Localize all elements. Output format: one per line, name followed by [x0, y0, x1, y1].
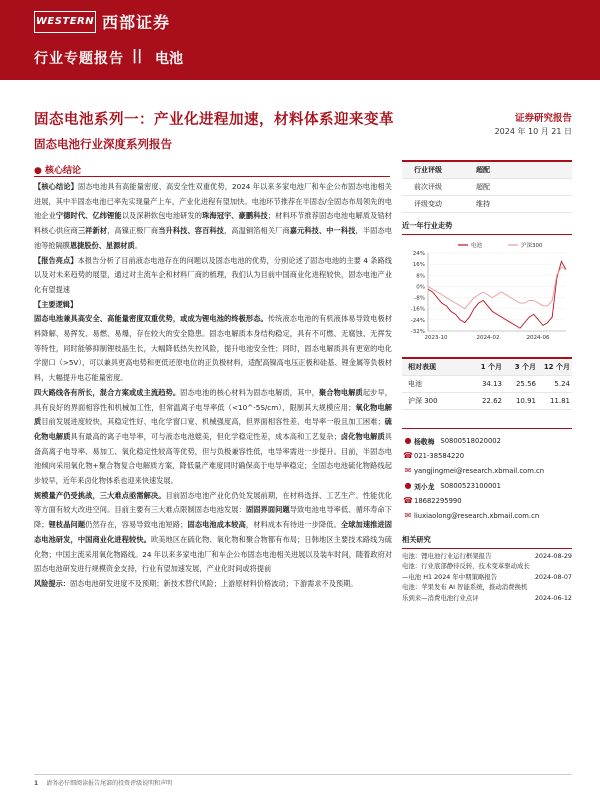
- x-tick-label: 2024-02: [476, 335, 500, 341]
- y-tick-label: -8%: [414, 295, 425, 302]
- stock: 三祥新材: [77, 226, 108, 236]
- related-item[interactable]: [402, 551, 572, 561]
- related-date: 2024-06-12: [534, 593, 572, 602]
- cell: 前次评级: [414, 183, 442, 191]
- cell: 25.56: [515, 380, 536, 388]
- rating-table: [402, 160, 572, 213]
- paragraph-logic-3: [34, 489, 392, 577]
- related-item[interactable]: [402, 561, 572, 571]
- x-tick-label: 2024-06: [526, 335, 550, 341]
- industry-label: 电池: [155, 51, 183, 67]
- cell: 12 个月: [543, 363, 570, 371]
- related-item[interactable]: [402, 593, 572, 603]
- text: ；材料环节推荐固态电池电解质及锆材料核心供应商: [34, 211, 392, 236]
- text: ，高镍正极厂商: [107, 226, 159, 236]
- analyst-email[interactable]: liuxiaolong@research.xbmail.com.cn: [414, 511, 540, 520]
- returns-header-row: [402, 359, 572, 376]
- brand-logo: [34, 10, 170, 33]
- y-tick-label: -16%: [410, 306, 425, 313]
- related-text: 电池：行业底部静待反转，技术变革驱动成长: [402, 562, 530, 571]
- text: ，高温铜箔相关厂商: [224, 226, 290, 236]
- legend-label: 电池: [471, 243, 483, 249]
- lead: 全球加速推进固态电池研发，中国商业化进程较快。: [34, 520, 392, 544]
- label-main-logic: 【主要逻辑】: [34, 299, 78, 309]
- related-text: 电池：锂电池行业运行框架报告: [402, 552, 492, 560]
- cell: 22.62: [481, 397, 502, 405]
- analyst-cert: S0800523100001: [440, 481, 501, 490]
- related-text: —电池 H1 2024 年中期策略报告: [402, 572, 498, 581]
- related-date: 2024-08-29: [534, 552, 572, 560]
- analyst-line: [402, 433, 572, 448]
- paragraph-highlights: [34, 254, 392, 298]
- text: 起步早，具有良好的界面相容性和机械加工性，但常温离子电导率低（<10^-5S/cm），限制其大规模应用；: [34, 387, 392, 412]
- series-line-hs300: [428, 267, 566, 309]
- term: 固固界面问题: [245, 505, 290, 515]
- stock: 珠海冠宇、豪鹏科技: [202, 211, 268, 221]
- rating-header-row: [402, 162, 572, 179]
- analyst-name: 刘小龙: [414, 482, 435, 491]
- term: 固态电池成本较高: [187, 520, 246, 530]
- y-tick-label: 16%: [412, 262, 425, 269]
- cell: 10.91: [515, 397, 536, 405]
- related-title: 相关研究: [402, 535, 572, 549]
- text: 传统液态电池的有机液体易导致电极材料降解、易挥发、易燃、易爆，存在较大的安全隐患。固态电解质本身结构稳定，具有不可燃、无腐蚀、无挥发等特性，同时能够抑制锂枝晶生长，大幅降低热失控风险，提升电池安全性；同时，固态电解质具有更宽的电化学窗口（>5V），可以兼具更高电势和更低还原电位的正负极材料，适配高镍高电压正极和硅基、锂金属等负极材料，大幅提升电芯能量密度。: [34, 314, 392, 383]
- lead: 四大路线各有所长，混合方案或成主流趋势。: [34, 387, 181, 397]
- related-text: 电池：苹果发布 AI 智能系统，推动消费换机: [402, 583, 528, 592]
- text: 固态电池的核心材料为固态电解质，其中，: [180, 387, 319, 397]
- page-number: 1: [34, 780, 39, 787]
- report-type: 行业专题报告: [34, 51, 124, 67]
- y-tick-label: -24%: [410, 317, 425, 324]
- legend-label: 沪深300: [521, 243, 543, 249]
- related-date: 2024-08-07: [534, 572, 572, 581]
- text: 目前发展进度较快，其稳定性好、电化学窗口宽、机械强度高，但界面相容性差、电导率一般且加工困难；: [41, 417, 385, 427]
- paragraph-conclusion: [34, 180, 392, 254]
- paragraph-logic-2: [34, 386, 392, 489]
- y-tick-label: 8%: [416, 273, 425, 280]
- main-body: [34, 180, 392, 592]
- paragraph-logic-1: [34, 312, 392, 386]
- section-heading: ● 核心结论: [34, 166, 81, 176]
- text: 。: [134, 240, 142, 250]
- person-icon: ●: [404, 436, 412, 445]
- footer: [34, 778, 172, 787]
- term: 聚合物电解质: [319, 387, 363, 397]
- text: ，半固态电池等抢隔膜: [34, 226, 392, 250]
- cell: 行业评级: [414, 166, 442, 174]
- text: 固态电池研发进度不及预期；新技术替代风险；上游原材料价格波动；下游需求不及预期。: [69, 578, 358, 588]
- lead: 规模量产仍受挑战，三大难点亟需解决。: [34, 490, 166, 500]
- stock: 嘉元科技、中一科技: [289, 226, 356, 236]
- text: 欧美地区在硫化物、氧化物和聚合物都有布局；日韩地区主要技术路线为硫化物；中国主流采用氧化物路线。24 年以来多家电池厂和车企公布固态电池相关进展以及装车时间，随着政府对固态电池研发进行规模资金支持，行业有望加速发展，产业化时间或将提前: [34, 534, 392, 574]
- text: 仍然存在，容易导致电池短路；: [85, 520, 188, 530]
- cell: 3 个月: [514, 363, 536, 371]
- person-icon: ●: [404, 481, 412, 490]
- term: 卤化物电解质: [340, 431, 385, 441]
- text: 固态电池具有高能量密度、高安全性双重优势，2024 年以来多家电池厂和车企公布固态电池相关进展，其中半固态电池已率先实现量产上车，产业化进程有望加快。电池环节推荐在半固态/全固态布局领先的电池企业: [34, 182, 392, 221]
- returns-row: [402, 376, 572, 393]
- analyst-line: [402, 448, 572, 463]
- y-tick-label: 0%: [416, 284, 425, 291]
- stock: 宁德时代、亿纬锂能: [55, 211, 122, 221]
- analyst-phone: 18682295990: [414, 496, 462, 505]
- header-band: [0, 0, 600, 80]
- analyst-cert: S0800518020002: [440, 436, 501, 445]
- cell: 超配: [476, 183, 490, 191]
- stock: 当升科技、容百科技: [158, 226, 224, 236]
- header-separator: ||: [132, 48, 143, 64]
- stock: 恩捷股份、星源材质: [69, 240, 135, 250]
- lead: 固态电池兼具高安全、高能量密度双重优势，或成为锂电池的终极形态。: [34, 314, 268, 324]
- term: 硫化物电解质: [34, 417, 392, 441]
- report-date: 2024 年 10 月 21 日: [494, 127, 572, 136]
- logo-mark: WESTERN: [34, 11, 96, 33]
- text: 以及深耕软包电池研发的: [121, 211, 203, 221]
- sidebar: [402, 160, 572, 603]
- section-divider: [34, 176, 390, 177]
- perf-title: 近一年行业走势: [402, 221, 572, 235]
- mail-icon: ✉: [404, 466, 412, 475]
- analyst-line: [402, 493, 572, 508]
- term: 锂枝晶问题: [48, 520, 86, 530]
- report-tag: 证券研究报告: [514, 113, 572, 124]
- phone-icon: ☎: [403, 496, 413, 505]
- y-tick-label: 24%: [412, 251, 425, 257]
- cell: 1 个月: [480, 363, 502, 371]
- rating-row: [402, 196, 572, 213]
- text: 目前固态电池产业化仍处发展前期，在材料选择、工艺生产、性能优化等方面有较大改进空间。目前主要有三大难点限制固态电池发展：: [34, 490, 392, 515]
- phone-icon: ☎: [403, 451, 413, 460]
- analyst-name: 杨敬梅: [414, 437, 435, 446]
- cell: 11.81: [549, 397, 570, 405]
- rating-row: [402, 179, 572, 196]
- analyst-phone: 021-38584220: [414, 451, 465, 460]
- cell: 相对表现: [408, 363, 436, 371]
- analyst-line: [402, 463, 572, 478]
- report-subtitle: 固态电池行业深度系列报告: [34, 137, 172, 151]
- text: 具备高离子电导率、易加工、氧化稳定性较高等优势，但与负极兼容性低，电导率需进一步提升。目前，半固态电池倾向采用氧化物+聚合物复合电解质方案，降低量产难度同时确保高于电导率稳定；全固态电池硫化物路线起步较早，近年来卤化物体系也迎来快速发展。: [34, 431, 392, 486]
- text: ，材料成本有待进一步降低。: [245, 520, 341, 530]
- paragraph-risk: [34, 577, 392, 592]
- related-item[interactable]: [402, 572, 572, 582]
- term: 氧化物电解质: [34, 402, 392, 427]
- cell: 维持: [476, 200, 490, 208]
- cell: 电池: [408, 380, 422, 388]
- label: 风险提示：: [34, 578, 70, 588]
- cell: 34.13: [481, 380, 502, 388]
- related-text: 乐到来—消费电池行业点评: [402, 593, 479, 602]
- cell: 沪深 300: [408, 397, 438, 405]
- cell: 超配: [476, 166, 490, 174]
- label: 【报告亮点】: [34, 255, 78, 265]
- label: 【核心结论】: [34, 182, 79, 191]
- returns-table: [402, 357, 572, 410]
- analyst-email[interactable]: yangjingmei@research.xbmail.com.cn: [414, 466, 545, 475]
- x-tick-label: 2023-10: [424, 335, 448, 341]
- text: 本报告分析了目前液态电池存在的问题以及固态电池的优势，分别论述了固态电池的主要 4 条路线以及对未来趋势的展望，通过对主流车企和材料厂商的梳理，我们认为目前中国商业化进程较快，固态电池产业化有望提速: [34, 255, 392, 294]
- analyst-line: [402, 508, 572, 523]
- text: 具有最高的离子电导率，可与液态电池媲美，但化学稳定性差，成本高和工艺复杂；: [70, 431, 341, 441]
- footer-divider: [34, 774, 572, 775]
- cell: 5.24: [554, 380, 570, 388]
- cell: 评级变动: [414, 200, 442, 208]
- perf-chart-svg: [402, 239, 572, 349]
- text: 导致电池电导率低、循环寿命下降；: [34, 505, 392, 530]
- perf-chart: [402, 239, 572, 349]
- mail-icon: ✉: [404, 511, 412, 520]
- report-title: 固态电池系列一：产业化进程加速，材料体系迎来变革: [34, 112, 394, 128]
- analyst-line: [402, 478, 572, 493]
- related-item[interactable]: [402, 582, 572, 592]
- related-list: [402, 551, 572, 603]
- footer-text: 请务必仔细阅读报告尾部的投资评级说明和声明: [46, 780, 173, 787]
- y-tick-label: -32%: [410, 329, 425, 335]
- analysts: [402, 428, 572, 523]
- returns-row: [402, 393, 572, 410]
- brand-name: 西部证券: [102, 13, 171, 32]
